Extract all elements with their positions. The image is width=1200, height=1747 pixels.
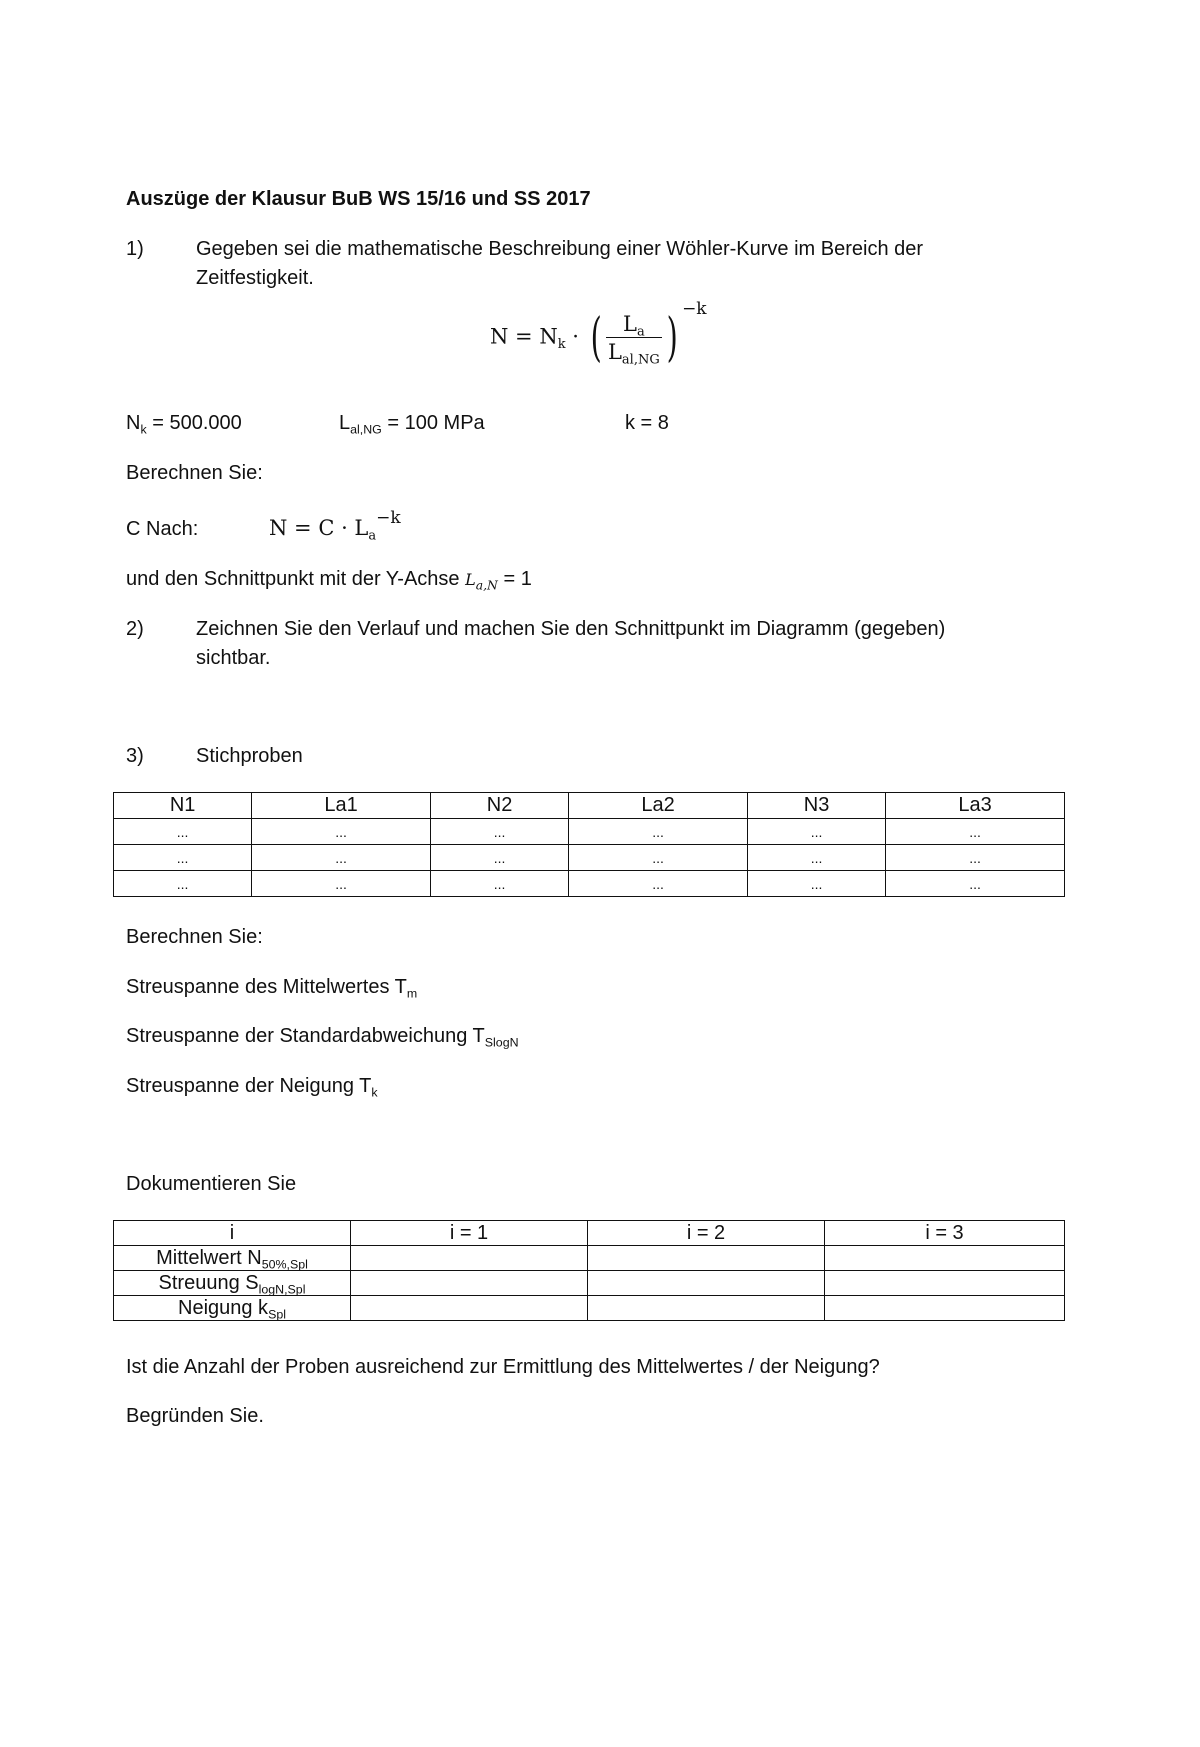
- table-header-cell: N2: [430, 793, 568, 819]
- doc-header-cell: i = 1: [351, 1221, 588, 1246]
- formula-dot: ·: [572, 324, 579, 349]
- table-cell: ...: [747, 845, 885, 871]
- table-cell: ...: [430, 845, 568, 871]
- table-cell: ...: [252, 871, 431, 897]
- question-1-text-line1: Gegeben sei die mathematische Beschreibung einer Wöhler-Kurve im Bereich der: [196, 238, 924, 260]
- param-k: k = 8: [625, 412, 669, 434]
- table-cell: ...: [886, 845, 1065, 871]
- doc-cell: [588, 1271, 825, 1296]
- stichproben-table: [113, 792, 1065, 897]
- param-lal: $L_{al,NG} = 100$ MPa: [339, 412, 485, 437]
- doc-row-label: Neigung $k_{Spl}$: [114, 1296, 351, 1321]
- table-cell: ...: [569, 871, 748, 897]
- table-header-row: [114, 793, 1065, 819]
- table-cell: ...: [747, 871, 885, 897]
- table-cell: ...: [252, 845, 431, 871]
- table-cell: ...: [252, 819, 431, 845]
- doc-cell: [351, 1296, 588, 1321]
- question-sample-size: Ist die Anzahl der Proben ausreichend zur Ermittlung des Mittelwertes / der Neigung?: [126, 1356, 880, 1378]
- left-paren: (: [590, 308, 602, 368]
- question-3-number: 3): [126, 745, 144, 767]
- doc-row: [114, 1246, 1065, 1271]
- doc-header-cell: i = 3: [825, 1221, 1065, 1246]
- c-formula: $N = C \cdot L_a^{-k}$: [269, 508, 401, 544]
- question-2-text-line1: Zeichnen Sie den Verlauf und machen Sie den Schnittpunkt im Diagramm (gegeben): [196, 618, 946, 640]
- woehler-formula: [490, 298, 707, 368]
- fraction-denominator: $L_{al,NG}$: [607, 340, 660, 368]
- doc-header-row: [114, 1221, 1065, 1246]
- doc-cell: [351, 1246, 588, 1271]
- doc-cell: [588, 1246, 825, 1271]
- question-1-text-line2: Zeitfestigkeit.: [196, 267, 314, 289]
- table-row: [114, 871, 1065, 897]
- berechnen-label-1: Berechnen Sie:: [126, 462, 263, 484]
- fraction-numerator: $L_a$: [606, 312, 662, 338]
- table-cell: ...: [569, 845, 748, 871]
- param-nk: $N_k = 500.000$: [126, 412, 242, 437]
- doc-cell: [351, 1271, 588, 1296]
- begruenden-label: Begründen Sie.: [126, 1405, 264, 1427]
- table-cell: ...: [430, 871, 568, 897]
- question-1-number: 1): [126, 238, 144, 260]
- doc-header-cell: i = 2: [588, 1221, 825, 1246]
- table-cell: ...: [114, 845, 252, 871]
- berechnen-label-2: Berechnen Sie:: [126, 926, 263, 948]
- question-3-label: Stichproben: [196, 745, 303, 767]
- table-row: [114, 845, 1065, 871]
- table-row: [114, 819, 1065, 845]
- item-streuspanne-standardabweichung: Streuspanne der Standardabweichung $T_{SlogN}$: [126, 1025, 519, 1050]
- dokumentation-table: [113, 1220, 1065, 1321]
- formula-lhs: N = N: [490, 324, 558, 349]
- table-cell: ...: [430, 819, 568, 845]
- doc-row: [114, 1296, 1065, 1321]
- doc-cell: [825, 1246, 1065, 1271]
- formula-fraction: [606, 312, 662, 368]
- doc-header-cell: i: [114, 1221, 351, 1246]
- table-header-cell: N3: [747, 793, 885, 819]
- table-cell: ...: [886, 871, 1065, 897]
- doc-cell: [825, 1296, 1065, 1321]
- table-header-cell: N1: [114, 793, 252, 819]
- table-header-cell: La3: [886, 793, 1065, 819]
- doc-row-label: Mittelwert $N_{50\%,Spl}$: [114, 1246, 351, 1271]
- formula-exponent: −k: [682, 298, 707, 319]
- schnittpunkt-line: und den Schnittpunkt mit der Y-Achse $L_{a,N} = 1$: [126, 568, 532, 593]
- formula-lhs-sub: k: [557, 337, 566, 353]
- doc-row: [114, 1271, 1065, 1296]
- dokumentieren-label: Dokumentieren Sie: [126, 1173, 297, 1195]
- doc-row-label: Streuung $S_{logN,Spl}$: [114, 1271, 351, 1296]
- table-cell: ...: [886, 819, 1065, 845]
- table-header-cell: La2: [569, 793, 748, 819]
- right-paren: ): [666, 308, 678, 368]
- question-2-text-line2: sichtbar.: [196, 647, 271, 669]
- item-streuspanne-neigung: Streuspanne der Neigung $T_k$: [126, 1075, 378, 1100]
- item-streuspanne-mittelwert: Streuspanne des Mittelwertes $T_m$: [126, 976, 418, 1001]
- table-cell: ...: [114, 871, 252, 897]
- table-cell: ...: [747, 819, 885, 845]
- doc-cell: [588, 1296, 825, 1321]
- c-nach-label: C Nach:: [126, 518, 199, 540]
- table-cell: ...: [569, 819, 748, 845]
- page-title: Auszüge der Klausur BuB WS 15/16 und SS 2017: [126, 188, 591, 210]
- doc-cell: [825, 1271, 1065, 1296]
- question-2-number: 2): [126, 618, 144, 640]
- table-cell: ...: [114, 819, 252, 845]
- table-header-cell: La1: [252, 793, 431, 819]
